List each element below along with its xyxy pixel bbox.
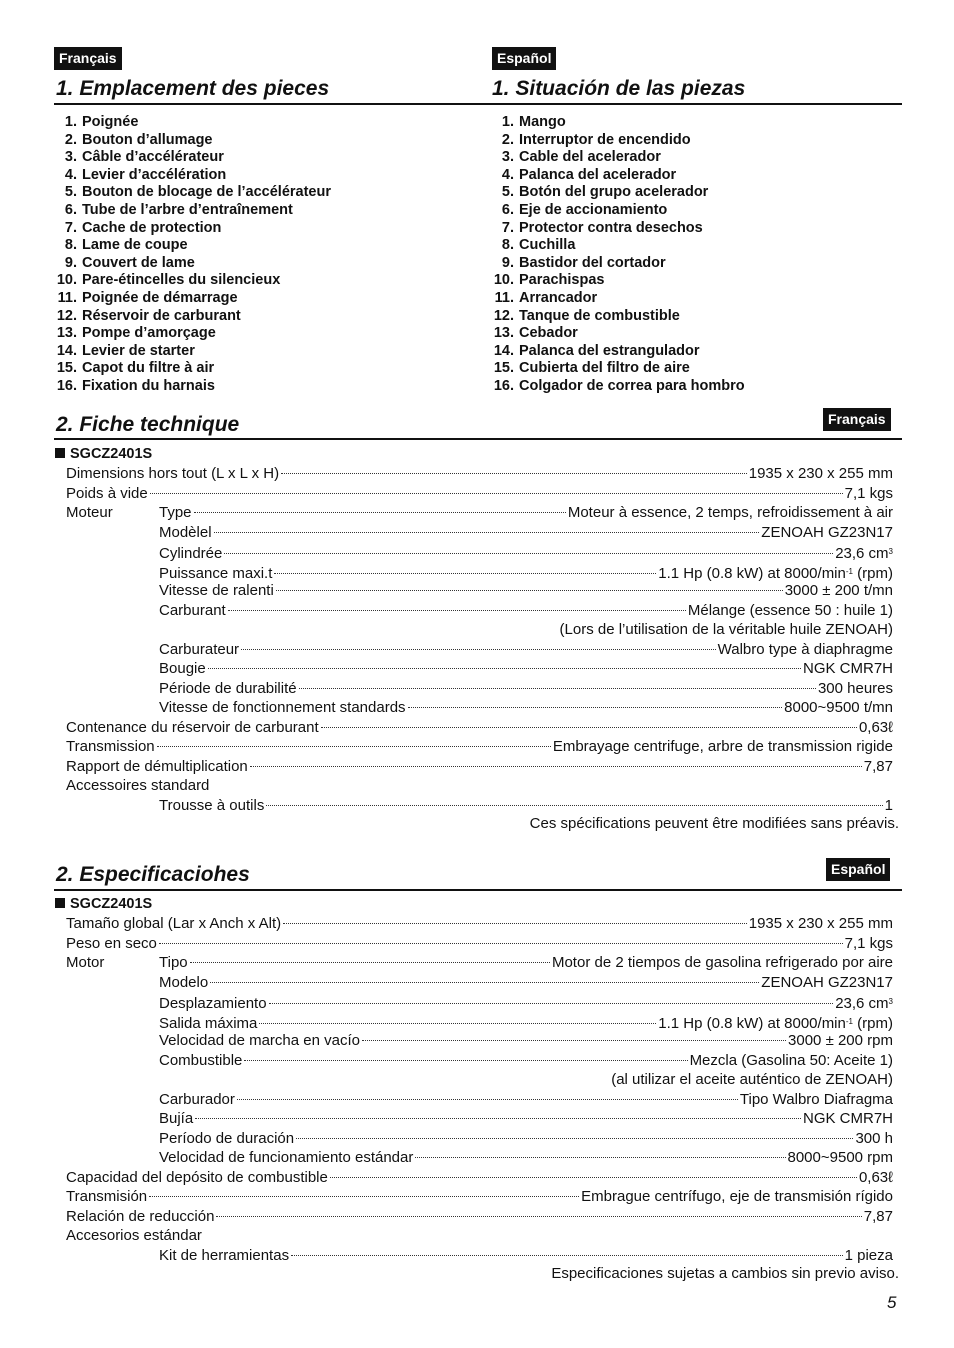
spec-label: Vitesse de fonctionnement standards xyxy=(159,699,406,716)
dotted-leader xyxy=(330,1177,857,1178)
parts-list-number: 11. xyxy=(57,289,77,306)
parts-list-number: 3. xyxy=(64,149,77,166)
spec-value: ZENOAH GZ23N17 xyxy=(761,973,893,991)
spec-row xyxy=(66,581,893,601)
parts-list-number: 7. xyxy=(64,219,77,236)
spec-language-tag-spanish: Español xyxy=(826,858,890,881)
spec-value: 8000~9500 t/mn xyxy=(784,699,893,716)
dotted-leader xyxy=(241,649,716,650)
spec-row xyxy=(66,973,893,993)
parts-list-spanish xyxy=(482,114,745,396)
spec-row xyxy=(66,1012,893,1032)
parts-list-number: 7. xyxy=(501,219,514,236)
spec-label: Combustible xyxy=(159,1051,243,1069)
spec-value: 300 h xyxy=(855,1129,893,1147)
dotted-leader xyxy=(274,573,656,574)
parts-list-number: 8. xyxy=(501,237,514,254)
parts-list-number: 2. xyxy=(64,131,77,148)
parts-list-number: 5. xyxy=(64,184,77,201)
spec-value-text: (rpm) xyxy=(853,1014,893,1032)
spec-row xyxy=(66,601,893,621)
parts-list-number: 1. xyxy=(64,114,77,130)
parts-list-number: 9. xyxy=(64,254,77,271)
spec-value: Embrayage centrifuge, arbre de transmission rigide xyxy=(552,738,893,755)
spec-category-label: Motor xyxy=(66,954,105,971)
section-divider xyxy=(54,438,902,440)
spec-row xyxy=(66,1031,893,1051)
parts-list-number: 14. xyxy=(493,342,514,359)
spec-label: Bujía xyxy=(159,1110,194,1127)
dotted-leader xyxy=(299,688,816,689)
parts-list-label: Bouton d’allumage xyxy=(82,131,213,148)
parts-list-label: Botón del grupo acelerador xyxy=(519,184,709,201)
spec-label: Kit de herramientas xyxy=(159,1246,290,1264)
spec-row xyxy=(66,464,893,484)
spec-value-superscript: 3 xyxy=(888,547,893,556)
parts-list-number: 14. xyxy=(56,342,77,359)
parts-list-item xyxy=(45,167,331,185)
parts-list-label: Capot du filtre à air xyxy=(82,360,215,377)
parts-list-number: 1. xyxy=(501,114,514,130)
parts-list-number: 15. xyxy=(493,360,514,377)
dotted-leader xyxy=(150,493,843,494)
spec-value: Mezcla (Gasolina 50: Aceite 1) xyxy=(689,1051,893,1069)
dotted-leader xyxy=(194,512,566,513)
spec-value: Embrague centrífugo, eje de transmisión rígido xyxy=(581,1188,893,1205)
parts-list-number: 4. xyxy=(501,166,514,183)
parts-list-number: 11. xyxy=(494,289,514,306)
dotted-leader xyxy=(159,943,843,944)
dotted-leader xyxy=(228,610,686,611)
spec-value: 300 heures xyxy=(817,679,893,697)
parts-list-label: Bouton de blocage de l’accélérateur xyxy=(82,184,331,201)
spec-value-superscript: -1 xyxy=(845,566,853,576)
dotted-leader xyxy=(415,1157,785,1158)
parts-list-label: Cable del acelerador xyxy=(519,149,661,166)
spec-row xyxy=(66,914,893,934)
spec-row xyxy=(66,1109,893,1129)
dotted-leader xyxy=(259,1023,656,1024)
spec-label: Accesorios estándar xyxy=(66,1227,202,1244)
dotted-leader xyxy=(149,1196,579,1197)
dotted-leader xyxy=(362,1040,786,1041)
dotted-leader xyxy=(408,707,783,708)
parts-list-label: Tube de l’arbre d’entraînement xyxy=(82,201,293,218)
parts-list-label: Protector contra desechos xyxy=(519,219,703,236)
parts-list-label: Pare-étincelles du silencieux xyxy=(82,272,281,289)
parts-list-item xyxy=(482,237,745,255)
parts-list-label: Poignée xyxy=(82,114,139,130)
spec-row xyxy=(66,1051,893,1071)
parts-list-label: Cebador xyxy=(519,325,578,342)
parts-list-item xyxy=(45,272,331,290)
spec-value-text: 23,6 cm xyxy=(835,995,889,1012)
parts-list-label: Eje de accionamiento xyxy=(519,201,668,218)
parts-list-number: 13. xyxy=(493,325,514,342)
spec-label: Desplazamiento xyxy=(159,995,267,1012)
dotted-leader xyxy=(296,1138,853,1139)
spec-row xyxy=(66,1207,893,1227)
page-number: 5 xyxy=(887,1293,897,1312)
parts-list-number: 4. xyxy=(64,166,77,183)
spec-label: Dimensions hors tout (L x L x H) xyxy=(66,465,280,482)
parts-title-spanish: 1. Situación de las piezas xyxy=(492,77,746,100)
spec-table-french xyxy=(66,464,893,815)
parts-list-item xyxy=(482,132,745,150)
spec-value: 3000 ± 200 t/mn xyxy=(784,582,893,599)
spec-label: Rapport de démultiplication xyxy=(66,757,248,775)
parts-list-number: 10. xyxy=(56,272,77,289)
parts-list-label: Câble d’accélérateur xyxy=(82,149,224,166)
parts-list-number: 3. xyxy=(501,149,514,166)
parts-list-label: Fixation du harnais xyxy=(82,377,215,394)
parts-list-number: 5. xyxy=(501,184,514,201)
parts-list-number: 10. xyxy=(493,272,514,289)
spec-row xyxy=(66,757,893,777)
spec-notice-spanish: Especificaciones sujetas a cambios sin previo aviso. xyxy=(551,1265,899,1282)
parts-list-label: Palanca del estrangulador xyxy=(519,342,700,359)
spec-value-superscript: 3 xyxy=(888,997,893,1006)
spec-value: 7,1 kgs xyxy=(844,484,893,502)
parts-list-item xyxy=(482,184,745,202)
spec-value: NGK CMR7H xyxy=(802,660,893,677)
spec-value-text: 1.1 Hp (0.8 kW) at 8000/min xyxy=(658,564,846,582)
parts-list-item xyxy=(482,378,745,396)
dotted-leader xyxy=(224,553,833,554)
dotted-leader xyxy=(291,1255,843,1256)
spec-row xyxy=(66,1148,893,1168)
spec-value xyxy=(658,1012,893,1034)
parts-list-item xyxy=(45,220,331,238)
spec-value: Mélange (essence 50 : huile 1) xyxy=(687,601,893,619)
spec-row xyxy=(66,698,893,718)
parts-list-item xyxy=(45,132,331,150)
spec-label: Contenance du réservoir de carburant xyxy=(66,718,319,736)
parts-list-label: Bastidor del cortador xyxy=(519,254,666,271)
spec-table-spanish xyxy=(66,914,893,1265)
parts-list-number: 16. xyxy=(493,377,514,394)
spec-label: Capacidad del depósito de combustible xyxy=(66,1168,328,1186)
parts-list-number: 12. xyxy=(56,307,77,324)
spec-row xyxy=(66,542,893,562)
parts-list-label: Interruptor de encendido xyxy=(519,131,691,148)
spec-row xyxy=(66,640,893,660)
dotted-leader xyxy=(214,532,760,533)
spec-label: Relación de reducción xyxy=(66,1207,215,1225)
spec-title-spanish: 2. Especificaciohes xyxy=(56,863,250,886)
parts-list-item xyxy=(482,360,745,378)
spec-category-label: Moteur xyxy=(66,504,113,521)
spec-row xyxy=(66,1246,893,1266)
spec-row xyxy=(66,679,893,699)
dotted-leader xyxy=(157,746,551,747)
spec-label: Modelo xyxy=(159,973,209,991)
dotted-leader xyxy=(244,1060,687,1061)
parts-list-number: 6. xyxy=(64,201,77,218)
spec-row xyxy=(66,484,893,504)
spec-label: Trousse à outils xyxy=(159,796,265,814)
dotted-leader xyxy=(283,923,747,924)
parts-list-number: 16. xyxy=(56,377,77,394)
parts-list-item xyxy=(482,202,745,220)
spec-value-text: 23,6 cm xyxy=(835,545,889,562)
spec-label: Carburateur xyxy=(159,640,240,658)
parts-list-label: Palanca del acelerador xyxy=(519,166,677,183)
spec-value: Walbro type à diaphragme xyxy=(717,640,893,658)
parts-list-item xyxy=(482,220,745,238)
spec-row xyxy=(66,562,893,582)
dotted-leader xyxy=(208,668,801,669)
spec-label: Velocidad de marcha en vacío xyxy=(159,1032,360,1049)
dotted-leader xyxy=(195,1118,801,1119)
parts-list-label: Couvert de lame xyxy=(82,254,195,271)
dotted-leader xyxy=(281,473,747,474)
section-divider xyxy=(54,889,902,891)
spec-value: 7,87 xyxy=(863,757,893,775)
spec-value: 7,1 kgs xyxy=(844,934,893,952)
spec-row xyxy=(66,1187,893,1207)
spec-value: 1935 x 230 x 255 mm xyxy=(748,915,893,932)
spec-label: Période de durabilité xyxy=(159,679,297,697)
dotted-leader xyxy=(269,1003,834,1004)
parts-list-label: Lame de coupe xyxy=(82,237,188,254)
parts-list-label: Parachispas xyxy=(519,272,605,289)
parts-list-number: 9. xyxy=(501,254,514,271)
parts-list-item xyxy=(482,272,745,290)
model-heading-french: SGCZ2401S xyxy=(55,445,152,463)
spec-value-text: (rpm) xyxy=(853,564,893,582)
dotted-leader xyxy=(266,805,882,806)
spec-value: 0,63ℓ xyxy=(858,1168,893,1186)
spec-label: Carburador xyxy=(159,1090,235,1108)
parts-list-item xyxy=(482,149,745,167)
spec-row xyxy=(66,796,893,816)
spec-row xyxy=(66,620,893,640)
parts-list-number: 8. xyxy=(64,237,77,254)
language-tag-french: Français xyxy=(54,47,122,70)
spec-notice-french: Ces spécifications peuvent être modifiées sans préavis. xyxy=(529,815,899,832)
spec-value: 8000~9500 rpm xyxy=(787,1149,893,1166)
parts-list-item xyxy=(482,167,745,185)
spec-label: Poids à vide xyxy=(66,484,148,502)
spec-row xyxy=(66,718,893,738)
spec-row xyxy=(66,503,893,523)
spec-value xyxy=(835,992,893,1014)
parts-list-item xyxy=(45,114,331,132)
parts-list-number: 15. xyxy=(56,360,77,377)
spec-value: NGK CMR7H xyxy=(802,1110,893,1127)
parts-list-label: Réservoir de carburant xyxy=(82,307,241,324)
parts-list-item xyxy=(482,343,745,361)
spec-value: 1935 x 230 x 255 mm xyxy=(748,465,893,482)
spec-row xyxy=(66,1090,893,1110)
spec-value: ZENOAH GZ23N17 xyxy=(761,523,893,541)
spec-label: Salida máxima xyxy=(159,1014,258,1032)
spec-value: Tipo Walbro Diafragma xyxy=(739,1090,893,1108)
parts-list-item xyxy=(45,255,331,273)
spec-label: Modèlel xyxy=(159,523,212,541)
parts-list-item xyxy=(482,325,745,343)
spec-value: 0,63ℓ xyxy=(858,718,893,736)
parts-list-label: Levier d’accélération xyxy=(82,166,227,183)
spec-label: Vitesse de ralenti xyxy=(159,582,274,599)
parts-list-item xyxy=(45,378,331,396)
spec-value xyxy=(835,542,893,564)
spec-label: Período de duración xyxy=(159,1129,295,1147)
spec-row xyxy=(66,934,893,954)
spec-row xyxy=(66,1070,893,1090)
parts-list-item xyxy=(45,202,331,220)
spec-label: Tipo xyxy=(159,954,188,971)
parts-list-label: Poignée de démarrage xyxy=(82,289,238,306)
parts-list-label: Arrancador xyxy=(519,289,598,306)
dotted-leader xyxy=(216,1216,861,1217)
spec-label: Bougie xyxy=(159,660,206,677)
spec-row xyxy=(66,953,893,973)
spec-value-superscript: -1 xyxy=(845,1016,853,1026)
parts-list-label: Pompe d’amorçage xyxy=(82,325,216,342)
spec-value: 7,87 xyxy=(863,1207,893,1225)
parts-list-number: 2. xyxy=(501,131,514,148)
spec-value-note: (al utilizar el aceite auténtico de ZENOAH) xyxy=(611,1071,893,1088)
parts-list-label: Cuchilla xyxy=(519,237,576,254)
parts-list-number: 13. xyxy=(56,325,77,342)
spec-value-note: (Lors de l’utilisation de la véritable huile ZENOAH) xyxy=(559,621,893,638)
spec-row xyxy=(66,737,893,757)
parts-list-item xyxy=(45,149,331,167)
spec-language-tag-french: Français xyxy=(823,408,891,431)
spec-row xyxy=(66,776,893,796)
parts-list-label: Mango xyxy=(519,114,566,130)
spec-value: Motor de 2 tiempos de gasolina refrigerado por aire xyxy=(551,954,893,971)
spec-label: Velocidad de funcionamiento estándar xyxy=(159,1149,414,1166)
spec-label: Accessoires standard xyxy=(66,777,210,794)
parts-list-item xyxy=(45,343,331,361)
spec-value-text: 1.1 Hp (0.8 kW) at 8000/min xyxy=(658,1014,846,1032)
spec-value: Moteur à essence, 2 temps, refroidissement à air xyxy=(567,504,893,521)
parts-list-number: 6. xyxy=(501,201,514,218)
spec-label: Transmission xyxy=(66,738,155,755)
parts-list-label: Cubierta del filtro de aire xyxy=(519,360,690,377)
parts-list-item xyxy=(482,255,745,273)
spec-value: 1 xyxy=(884,796,893,814)
spec-label: Cylindrée xyxy=(159,545,223,562)
spec-row xyxy=(66,992,893,1012)
spec-label: Tamaño global (Lar x Anch x Alt) xyxy=(66,915,282,932)
model-heading-spanish: SGCZ2401S xyxy=(55,895,152,913)
dotted-leader xyxy=(237,1099,738,1100)
parts-list-label: Colgador de correa para hombro xyxy=(519,377,745,394)
spec-row xyxy=(66,659,893,679)
spec-row xyxy=(66,1168,893,1188)
dotted-leader xyxy=(190,962,550,963)
dotted-leader xyxy=(321,727,857,728)
spec-row xyxy=(66,1226,893,1246)
spec-value xyxy=(658,562,893,584)
spec-label: Carburant xyxy=(159,601,226,619)
parts-list-label: Cache de protection xyxy=(82,219,222,236)
spec-label: Type xyxy=(159,504,192,521)
parts-list-item xyxy=(45,290,331,308)
parts-list-item xyxy=(45,360,331,378)
parts-list-item xyxy=(45,308,331,326)
spec-label: Transmisión xyxy=(66,1188,148,1205)
parts-list-french xyxy=(45,114,331,396)
spec-title-french: 2. Fiche technique xyxy=(56,413,240,436)
parts-list-item xyxy=(482,114,745,132)
dotted-leader xyxy=(250,766,862,767)
parts-list-label: Tanque de combustible xyxy=(519,307,680,324)
spec-label: Peso en seco xyxy=(66,934,157,952)
spec-value: 3000 ± 200 rpm xyxy=(788,1032,893,1049)
parts-list-item xyxy=(482,290,745,308)
parts-list-item xyxy=(482,308,745,326)
dotted-leader xyxy=(210,982,759,983)
parts-list-item xyxy=(45,325,331,343)
parts-list-label: Levier de starter xyxy=(82,342,195,359)
parts-title-french: 1. Emplacement des pieces xyxy=(56,77,330,100)
spec-label: Puissance maxi.t xyxy=(159,564,273,582)
parts-list-number: 12. xyxy=(493,307,514,324)
spec-row xyxy=(66,1129,893,1149)
parts-list-item xyxy=(45,184,331,202)
spec-row xyxy=(66,523,893,543)
spec-value: 1 pieza xyxy=(844,1246,893,1264)
parts-list-item xyxy=(45,237,331,255)
section-divider xyxy=(54,103,902,105)
language-tag-spanish: Español xyxy=(492,47,556,70)
dotted-leader xyxy=(276,590,783,591)
